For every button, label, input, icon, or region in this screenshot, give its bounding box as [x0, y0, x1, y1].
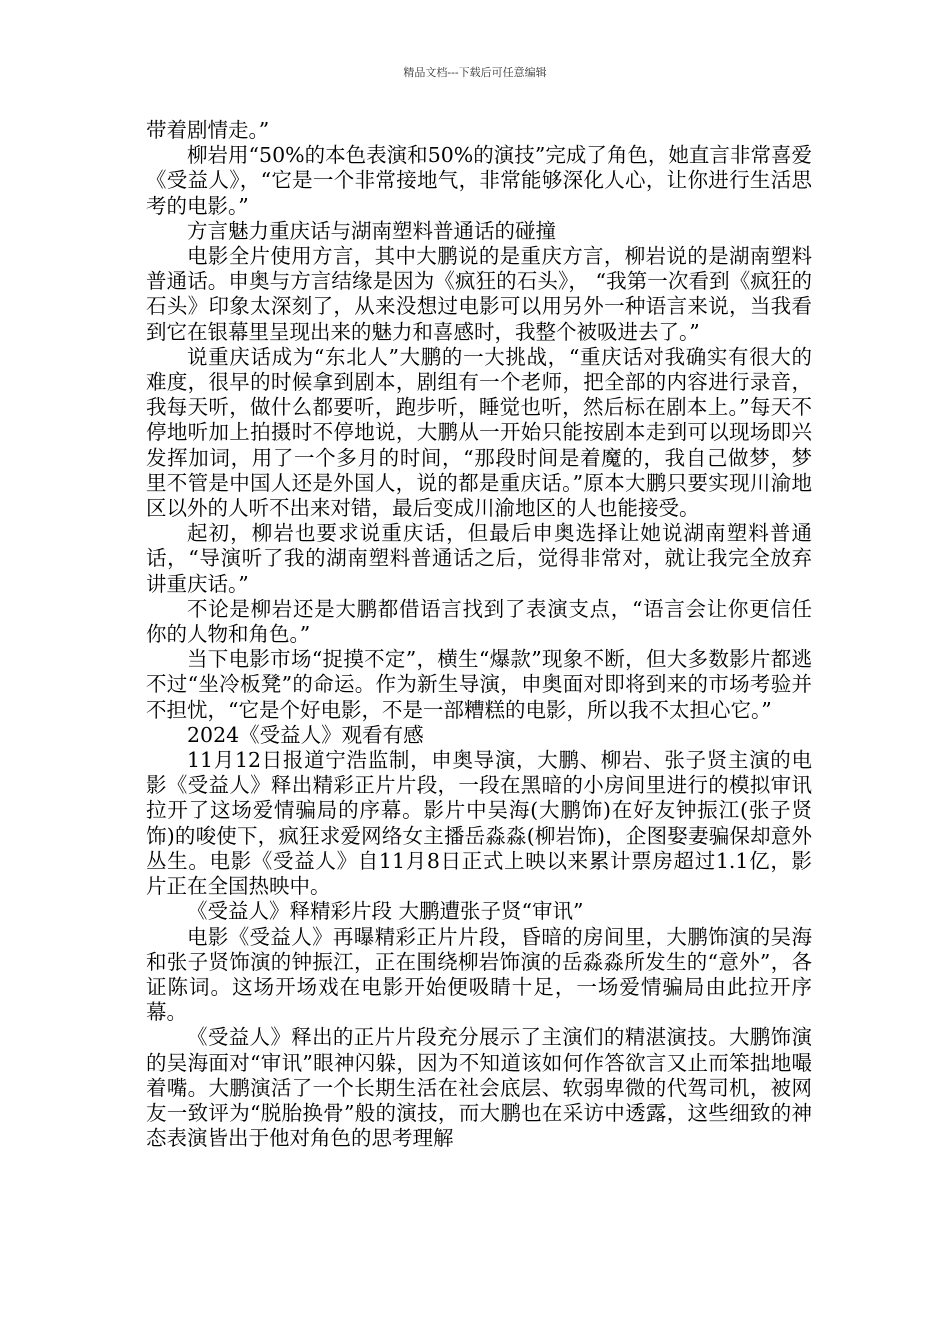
paragraph: 《受益人》释出的正片片段充分展示了主演们的精湛演技。大鹏饰演的吴海面对“审讯”眼神闪躲，因为不知道该如何作答欲言又止而笨拙地嘬着嘴。大鹏演活了一个长期生活在社会底层、软弱卑微的代驾司机，被网友一致评为“脱胎换骨”般的演技，而大鹏也在采访中透露，这些细致的神态表演皆出于他对角色的思考理解	[146, 1025, 812, 1151]
article-body	[146, 118, 812, 1151]
paragraph: 柳岩用“50%的本色表演和50%的演技”完成了角色，她直言非常喜爱《受益人》，“它是一个非常接地气，非常能够深化人心，让你进行生活思考的电影。”	[146, 143, 812, 218]
page-header: 精品文档---下载后可任意编辑	[403, 66, 547, 79]
paragraph: 带着剧情走。”	[146, 118, 270, 142]
paragraph: 不论是柳岩还是大鹏都借语言找到了表演支点，“语言会让你更信任你的人物和角色。”	[146, 596, 812, 647]
section-heading: 2024《受益人》观看有感	[187, 722, 424, 747]
paragraph: 说重庆话成为“东北人”大鹏的一大挑战，“重庆话对我确实有很大的难度，很早的时候拿到剧本，剧组有一个老师，把全部的内容进行录音，我每天听，做什么都要听，跑步听，睡觉也听，然后标在剧本上。”每天不停地听加上拍摄时不停地说，大鹏从一开始只能按剧本走到可以现场即兴发挥加词，用了一个多月的时间，“那段时间是着魔的，我自己做梦，梦里不管是中国人还是外国人，说的都是重庆话。”原本大鹏只要实现川渝地区以外的人听不出来对错，最后变成川渝地区的人也能接受。	[146, 344, 812, 521]
section-heading: 方言魅力重庆话与湖南塑料普通话的碰撞	[187, 218, 556, 243]
paragraph: 11月12日报道宁浩监制，申奥导演，大鹏、柳岩、张子贤主演的电影《受益人》释出精彩正片片段，一段在黑暗的小房间里进行的模拟审讯拉开了这场爱情骗局的序幕。影片中吴海(大鹏饰)在好友钟振江(张子贤饰)的唆使下，疯狂求爱网络女主播岳淼淼(柳岩饰)，企图娶妻骗保却意外丛生。电影《受益人》自11月8日正式上映以来累计票房超过1.1亿，影片正在全国热映中。	[146, 748, 812, 899]
paragraph: 电影《受益人》再曝精彩正片片段，昏暗的房间里，大鹏饰演的吴海和张子贤饰演的钟振江，正在围绕柳岩饰演的岳淼淼所发生的“意外”，各证陈词。这场开场戏在电影开始便吸睛十足，一场爱情骗局由此拉开序幕。	[146, 924, 812, 1025]
paragraph: 电影全片使用方言，其中大鹏说的是重庆方言，柳岩说的是湖南塑料普通话。申奥与方言结缘是因为《疯狂的石头》， “我第一次看到《疯狂的石头》印象太深刻了，从来没想过电影可以用另外一种语言来说，当我看到它在银幕里呈现出来的魅力和喜感时，我整个被吸进去了。”	[146, 244, 812, 344]
paragraph: 当下电影市场“捉摸不定”，横生“爆款”现象不断，但大多数影片都逃不过“坐冷板凳”的命运。作为新生导演，申奥面对即将到来的市场考验并不担忧，“它是个好电影，不是一部糟糕的电影，所以我不太担心它。”	[146, 647, 812, 722]
paragraph: 起初，柳岩也要求说重庆话，但最后申奥选择让她说湖南塑料普通话，“导演听了我的湖南塑料普通话之后，觉得非常对，就让我完全放弃讲重庆话。”	[146, 521, 812, 596]
section-heading: 《受益人》释精彩片段 大鹏遭张子贤“审讯”	[187, 899, 584, 924]
